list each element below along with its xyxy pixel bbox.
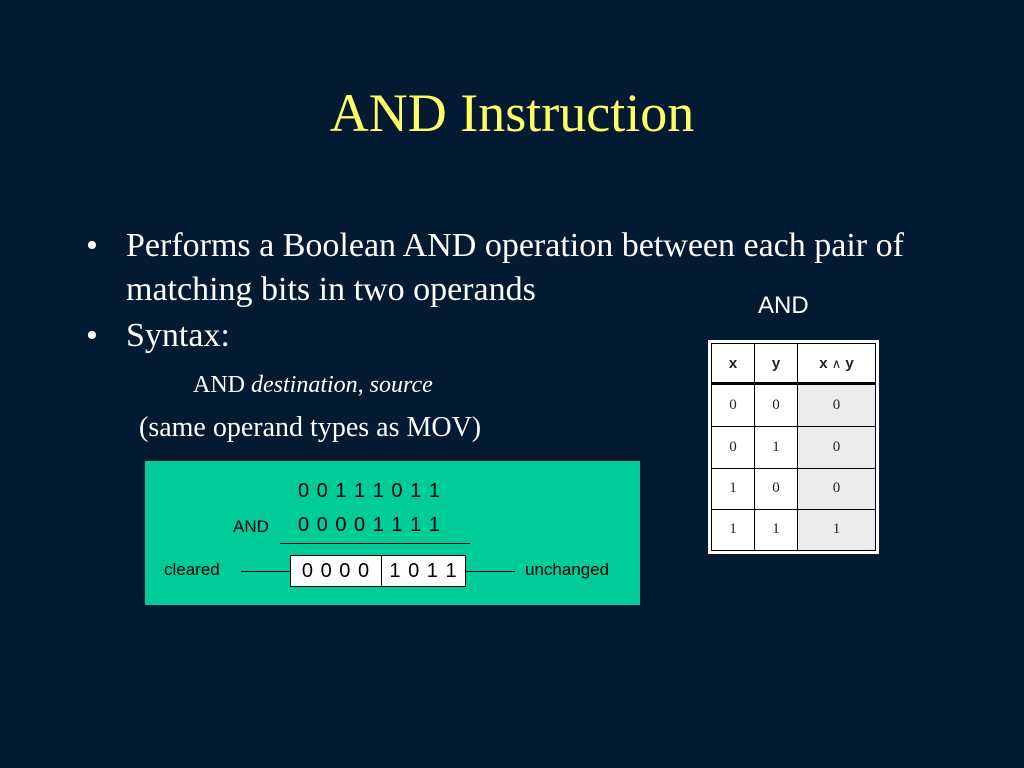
- unchanged-leader-line: [466, 571, 515, 572]
- cell-result: 0: [798, 468, 876, 509]
- header-y: y: [755, 344, 798, 384]
- header-operand-y: y: [845, 354, 854, 372]
- operand-1-bits: 0 0 1 1 1 0 1 1: [298, 480, 441, 502]
- cleared-label: cleared: [164, 560, 220, 579]
- truth-table: [708, 340, 879, 554]
- cell-x: 0: [712, 427, 755, 468]
- syntax-mnemonic: AND: [193, 372, 245, 398]
- syntax-line: [193, 372, 433, 399]
- bullet-item: [86, 224, 946, 312]
- cell-x: 0: [712, 384, 755, 427]
- operand-note: (same operand types as MOV): [139, 412, 482, 443]
- header-x: x: [712, 344, 755, 384]
- operator-label: AND: [233, 517, 269, 536]
- cleared-leader-line: [241, 571, 290, 572]
- cell-x: 1: [712, 509, 755, 550]
- header-operand-x: x: [819, 354, 828, 372]
- cell-y: 0: [755, 384, 798, 427]
- cell-y: 1: [755, 427, 798, 468]
- bullet-text: Performs a Boolean AND operation between each pair of matching bits in two operands: [126, 227, 904, 308]
- table-row: [712, 468, 876, 509]
- table-row: [712, 427, 876, 468]
- table-row: [712, 509, 876, 550]
- bullet-marker: •: [86, 227, 98, 264]
- truth-table-caption: AND: [758, 292, 809, 319]
- unchanged-label: unchanged: [525, 560, 610, 579]
- cell-result: 0: [798, 427, 876, 468]
- and-example-diagram: [145, 461, 640, 605]
- result-box: [290, 555, 466, 587]
- syntax-operands: destination, source: [251, 372, 433, 398]
- sum-line: [280, 543, 470, 544]
- header-x-and-y: [798, 344, 876, 384]
- result-unchanged-bits: 1 0 1 1: [389, 559, 458, 582]
- operand-2-bits: 0 0 0 0 1 1 1 1: [298, 514, 441, 536]
- and-symbol: ∧: [831, 355, 842, 371]
- bullet-marker: •: [86, 317, 98, 354]
- bullet-list: [86, 224, 946, 358]
- table-row: [712, 384, 876, 427]
- result-cleared-bits: 0 0 0 0: [291, 556, 382, 586]
- cell-y: 0: [755, 468, 798, 509]
- cell-x: 1: [712, 468, 755, 509]
- cell-y: 1: [755, 509, 798, 550]
- cell-result: 0: [798, 384, 876, 427]
- cell-result: 1: [798, 509, 876, 550]
- slide-title: AND Instruction: [329, 83, 695, 143]
- bullet-text: Syntax:: [126, 317, 230, 354]
